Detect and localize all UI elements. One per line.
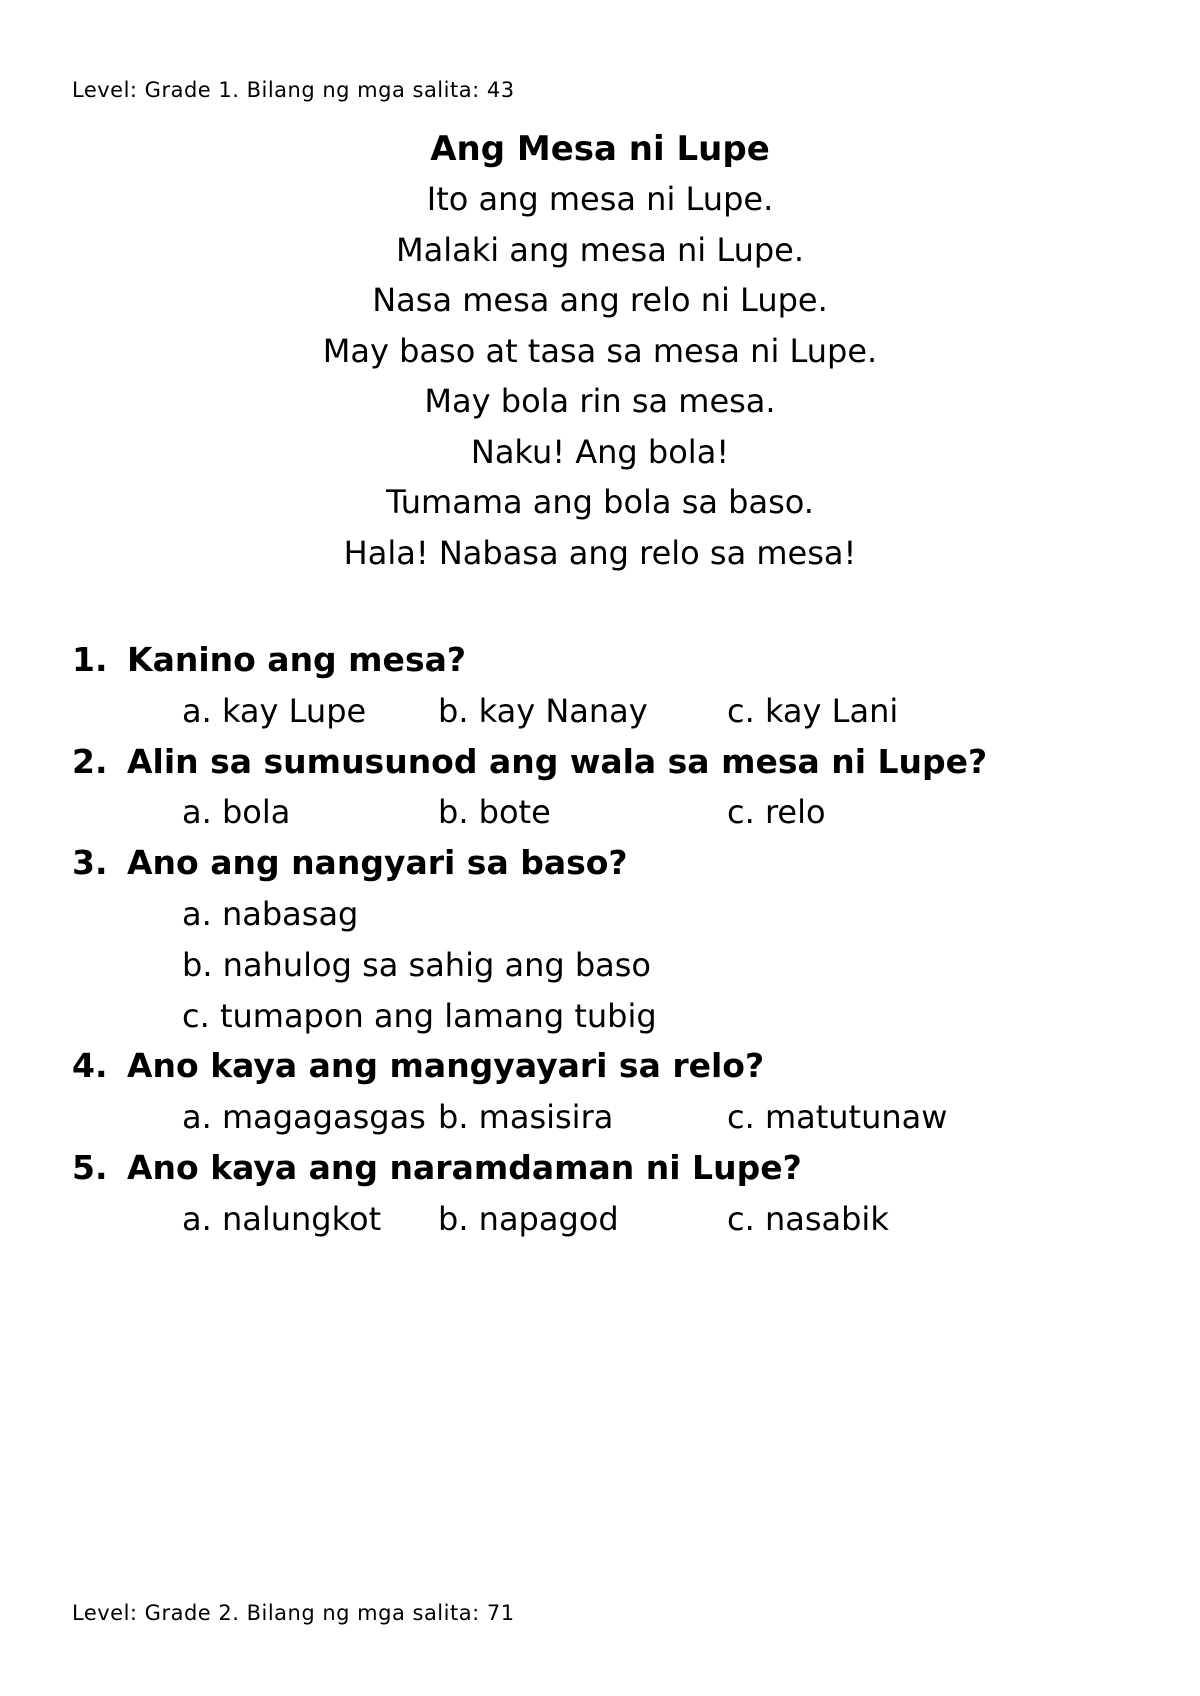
choice-b: b. masisira <box>438 1098 614 1137</box>
story-line: Tumama ang bola sa baso. <box>386 483 814 521</box>
choice-c: c. kay Lani <box>727 691 899 730</box>
question-3 <box>72 838 1152 889</box>
question-2 <box>72 737 1152 788</box>
choice-a: a. bola <box>182 793 291 832</box>
question-5 <box>72 1143 1152 1194</box>
choice-row <box>72 889 1152 940</box>
story-line: Malaki ang mesa ni Lupe. <box>395 230 805 269</box>
choice-c: c. matutunaw <box>727 1098 948 1137</box>
question-number: 3. <box>72 843 108 883</box>
choice-c: c. tumapon ang lamang tubig <box>182 996 657 1035</box>
question-list <box>72 635 1152 1245</box>
choice-b: b. napagod <box>438 1199 619 1238</box>
story-section <box>0 124 1200 578</box>
question-text: Alin sa sumusunod ang wala sa mesa ni Lupe? <box>127 741 988 781</box>
choice-c: c. relo <box>727 793 826 832</box>
choice-a: a. kay Lupe <box>182 691 367 730</box>
choice-c: c. nasabik <box>727 1199 889 1238</box>
choice-a: a. nalungkot <box>182 1199 382 1238</box>
choice-row <box>72 991 1152 1042</box>
question-number: 5. <box>72 1147 108 1187</box>
choices-row-2 <box>72 787 1152 838</box>
question-number: 2. <box>72 741 108 781</box>
question-number: 1. <box>72 640 108 679</box>
story-line: Ito ang mesa ni Lupe. <box>426 180 774 218</box>
question-4 <box>72 1041 1152 1092</box>
story-title: Ang Mesa ni Lupe <box>430 129 770 169</box>
story-line: May baso at tasa sa mesa ni Lupe. <box>322 331 878 370</box>
story-line: May bola rin sa mesa. <box>424 382 776 420</box>
question-text: Ano ang nangyari sa baso? <box>127 843 628 883</box>
choice-row <box>72 940 1152 991</box>
story-line: Naku! Ang bola! <box>470 432 730 471</box>
choice-b: b. nahulog sa sahig ang baso <box>182 945 651 984</box>
question-number: 4. <box>72 1046 108 1086</box>
choices-row-4 <box>72 1092 1152 1143</box>
question-text: Ano kaya ang mangyayari sa relo? <box>127 1046 765 1086</box>
story-line: Hala! Nabasa ang relo sa mesa! <box>343 533 857 572</box>
question-text: Ano kaya ang naramdaman ni Lupe? <box>127 1147 802 1187</box>
choice-b: b. bote <box>438 793 551 832</box>
choice-b: b. kay Nanay <box>438 691 648 730</box>
story-line: Nasa mesa ang relo ni Lupe. <box>372 281 828 319</box>
question-1 <box>72 635 1152 686</box>
level-header: Level: Grade 1. Bilang ng mga salita: 43 <box>72 78 515 102</box>
choice-a: a. nabasag <box>182 894 359 933</box>
level-footer: Level: Grade 2. Bilang ng mga salita: 71 <box>72 1601 515 1625</box>
choice-a: a. magagasgas <box>182 1098 426 1137</box>
choices-row-1 <box>72 686 1152 737</box>
question-text: Kanino ang mesa? <box>127 640 466 679</box>
choices-row-5 <box>72 1194 1152 1245</box>
